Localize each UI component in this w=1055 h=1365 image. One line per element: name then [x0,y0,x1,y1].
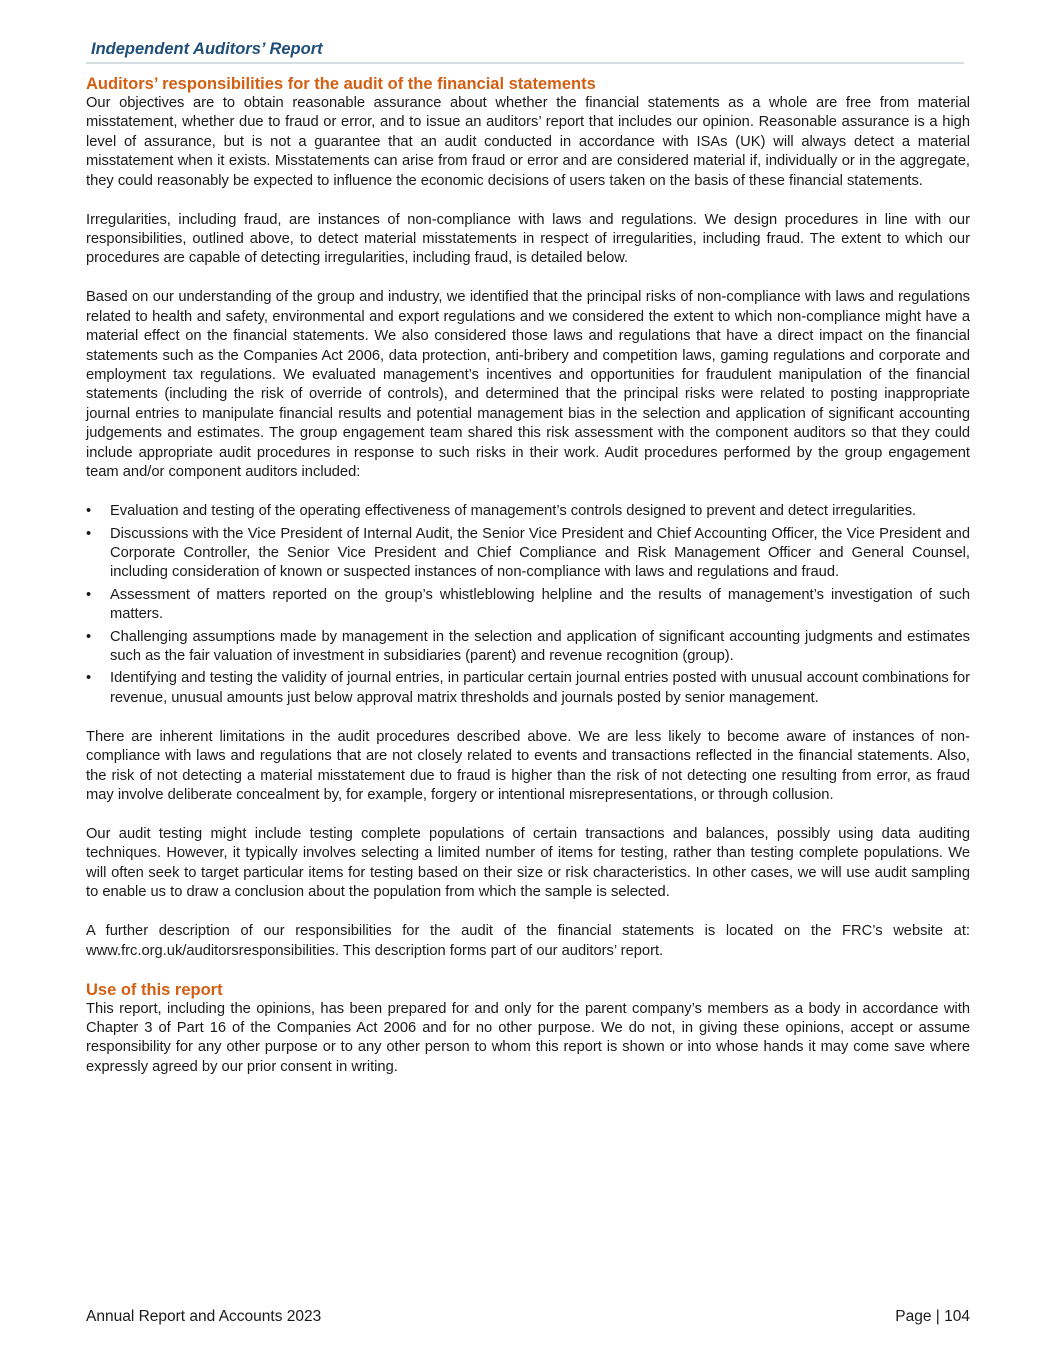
list-item [86,669,970,708]
bullet-icon: • [86,670,92,687]
paragraph-irregularities: Irregularities, including fraud, are instances of non-compliance with laws and regulations. We design procedures in line with our responsibilities, outlined above, to detect material misstatements in respect of irregularities, including fraud. The extent to which our procedures are capable of detecting irregularities, including fraud, is detailed below. [86,211,970,267]
footer-page-number: Page | 104 [895,1308,970,1325]
bullet-icon: • [86,503,92,520]
paragraph-objectives: Our objectives are to obtain reasonable assurance about whether the financial statements as a whole are free from material misstatement, whether due to fraud or error, and to issue an auditors’ report that includes our opinion. Reasonable assurance is a high level of assurance, but is not a guarantee that an audit conducted in accordance with ISAs (UK) will always detect a material misstatement when it exists. Misstatements can arise from fraud or error and are considered material if, individually or in the aggregate, they could reasonably be expected to influence the economic decisions of users taken on the basis of these financial statements. [86,95,970,189]
bullet-icon: • [86,586,92,603]
section-heading-auditors-responsibilities: Auditors’ responsibilities for the audit of the financial statements [86,75,596,93]
list-item-text: Challenging assumptions made by management in the selection and application of significant accounting judgments and estimates such as the fair valuation of investment in subsidiaries (parent) and revenue recognition (group). [110,628,970,664]
list-item-text: Assessment of matters reported on the group’s whistleblowing helpline and the results of management’s investigation of such matters. [110,586,970,623]
list-item [86,628,970,667]
page-header [86,40,964,64]
audit-procedures-list [86,502,970,708]
paragraph-use-of-report: This report, including the opinions, has been prepared for and only for the parent company’s members as a body in accordance with Chapter 3 of Part 16 of the Companies Act 2006 and for no other purpose. We do not, in giving these opinions, accept or assume responsibility for any other purpose or to any other person to whom this report is shown or into whose hands it may come save where expressly agreed by our prior consent in writing. [86,1000,970,1075]
report-title: Independent Auditors’ Report [91,40,323,58]
bullet-icon: • [86,525,92,542]
main-content [86,75,970,1097]
paragraph-audit-testing: Our audit testing might include testing complete populations of certain transactions and balances, possibly using data auditing techniques. However, it typically involves selecting a limited number of items for testing, rather than testing complete populations. We will often seek to target particular items for testing based on their size or risk characteristics. In other cases, we will use audit sampling to enable us to draw a conclusion about the population from which the sample is selected. [86,825,970,901]
bullet-icon: • [86,628,92,645]
list-item-text: Evaluation and testing of the operating effectiveness of management’s controls designed to prevent and detect irregularities. [110,503,917,520]
paragraph-further-description: A further description of our responsibilities for the audit of the financial statements is located on the FRC’s website at: www.frc.org.uk/auditorsresponsibilities. This description forms part of our auditors’ report. [86,923,970,959]
section-heading-use-of-report: Use of this report [86,980,223,999]
paragraph-inherent-limitations: There are inherent limitations in the audit procedures described above. We are less likely to become aware of instances of non-compliance with laws and regulations that are not closely related to events and transactions reflected in the financial statements. Also, the risk of not detecting a material misstatement due to fraud is higher than the risk of not detecting one resulting from error, as fraud may involve deliberate concealment by, for example, forgery or intentional misrepresentations, or through collusion. [86,728,970,803]
list-item [86,502,970,521]
list-item [86,586,970,625]
list-item-text: Identifying and testing the validity of journal entries, in particular certain journal entries posted with unusual account combinations for revenue, unusual amounts just below approval matrix thresholds and journals posted by senior management. [110,670,970,706]
footer-report-name: Annual Report and Accounts 2023 [86,1308,322,1325]
list-item [86,525,970,583]
paragraph-principal-risks: Based on our understanding of the group and industry, we identified that the principal risks of non-compliance with laws and regulations related to health and safety, environmental and export regulations and we considered the extent to which non-compliance might have a material effect on the financial statements. We also considered those laws and regulations that have a direct impact on the financial statements such as the Companies Act 2006, data protection, anti-bribery and competition laws, gaming regulations and corporate and employment tax regulations. We evaluated management’s incentives and opportunities for fraudulent manipulation of the financial statements (including the risk of override of controls), and determined that the principal risks were related to posting inappropriate journal entries to manipulate financial results and potential management bias in the selection and application of significant accounting judgements and estimates. The group engagement team shared this risk assessment with the component auditors so that they could include appropriate audit procedures in response to such risks in their work. Audit procedures performed by the group engagement team and/or component auditors included: [86,289,970,481]
list-item-text: Discussions with the Vice President of Internal Audit, the Senior Vice President and Chief Accounting Officer, the Vice President and Corporate Controller, the Senior Vice President and Chief Compliance and Risk Management Officer and General Counsel, including consideration of known or suspected instances of non-compliance with laws and regulations and fraud. [110,525,970,581]
